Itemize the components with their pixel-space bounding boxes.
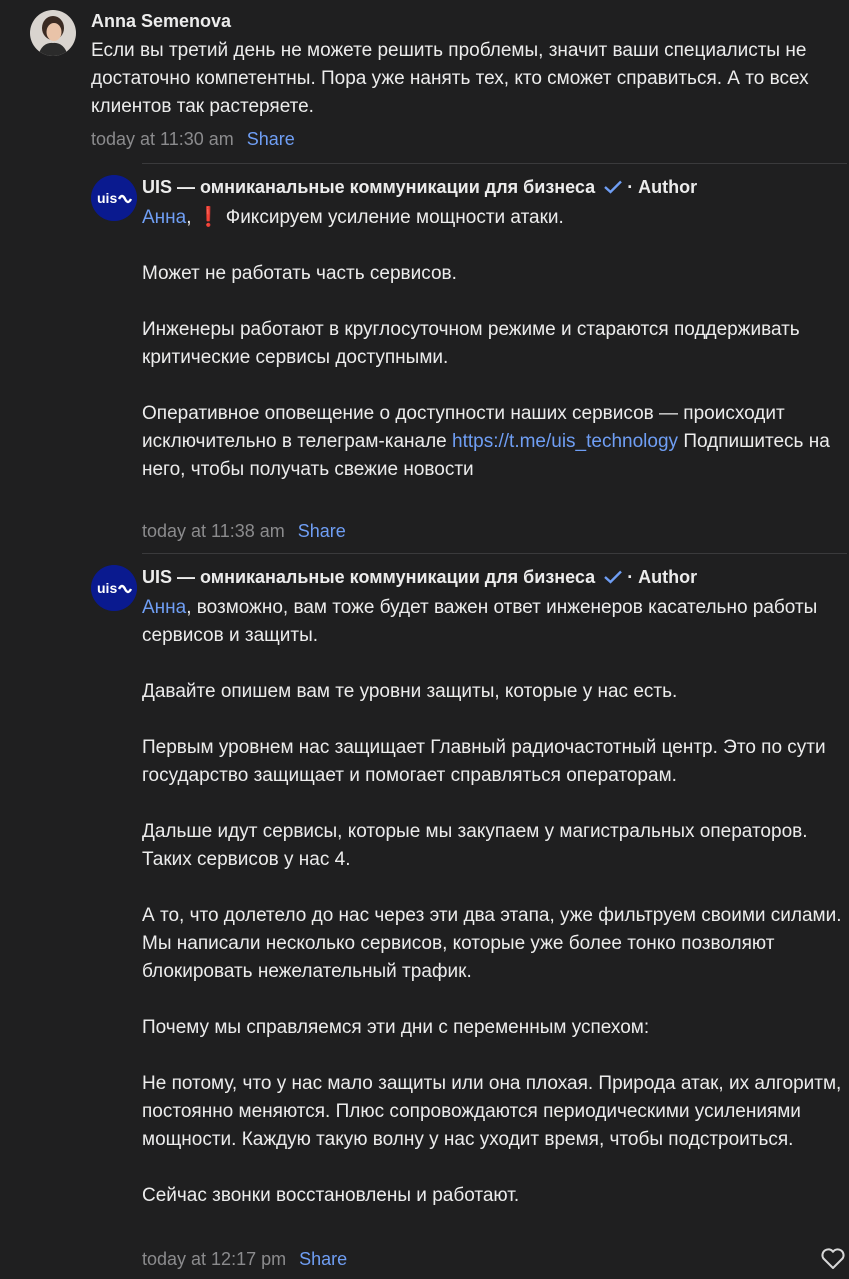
paragraph: Подпишитесь на него, чтобы получать свежие новости	[142, 431, 830, 480]
mention-link[interactable]: Анна	[142, 597, 187, 618]
author-tag: · Author	[627, 177, 698, 197]
divider	[142, 163, 847, 164]
paragraph: Сейчас звонки восстановлены и работают.	[142, 1185, 520, 1206]
paragraph: Дальше идут сервисы, которые мы закупаем у магистральных операторов. Таких сервисов у нас 4.	[142, 821, 808, 870]
logo-text: uis	[97, 190, 118, 206]
comment-text: Анна, ❗ Фиксируем усиление мощности атаки. Может не работать часть сервисов. Инженеры работают в круглосуточном режиме и стараются поддерживать критические сервисы доступными. Оперативное оповещение о доступности наших сервисов — происходит исключительно в телеграм-канале https://t.me/uis_technology Подпишитесь на него, чтобы получать свежие новости	[142, 204, 842, 484]
verified-check-icon	[604, 570, 622, 584]
share-button[interactable]: Share	[297, 521, 346, 541]
author-name[interactable]: UIS — омниканальные коммуникации для бизнеса	[142, 177, 596, 197]
uis-logo-avatar[interactable]	[91, 175, 137, 221]
paragraph: Первым уровнем нас защищает Главный радиочастотный центр. Это по сути государство защищает и помогает справляться операторам.	[142, 737, 826, 786]
text-line: , возможно, вам тоже будет важен ответ инженеров касательно работы сервисов и защиты.	[142, 597, 818, 646]
comment-text: Если вы третий день не можете решить проблемы, значит ваши специалисты не достаточно компетентны. Пора уже нанять тех, кто сможет справиться. А то всех клиентов так растеряете.	[91, 40, 809, 117]
verified-check-icon	[604, 180, 622, 194]
paragraph: Почему мы справляемся эти дни с переменным успехом:	[142, 1017, 650, 1038]
comment-author[interactable]: Anna Semenova	[91, 11, 232, 31]
uis-logo-avatar[interactable]	[91, 565, 137, 611]
paragraph: Давайте опишем вам те уровни защиты, которые у нас есть.	[142, 681, 678, 702]
comment-meta	[142, 521, 346, 542]
paragraph: Может не работать часть сервисов.	[142, 263, 457, 284]
share-button[interactable]: Share	[299, 1249, 348, 1269]
paragraph: Оперативное оповещение о доступности наших сервисов — происходит исключительно в телеграм-канале	[142, 403, 785, 452]
comment-author[interactable]	[142, 567, 697, 588]
logo-text: uis	[97, 580, 118, 596]
avatar-anna[interactable]	[30, 10, 76, 56]
share-button[interactable]: Share	[246, 129, 295, 149]
author-name[interactable]: UIS — омниканальные коммуникации для бизнеса	[142, 567, 596, 587]
heart-icon[interactable]	[820, 1247, 846, 1271]
mention-link[interactable]: Анна	[142, 207, 187, 228]
author-tag: · Author	[627, 567, 698, 587]
exclamation-emoji-icon: ❗	[196, 207, 221, 228]
comment-time: today at 11:30 am	[91, 129, 234, 149]
comment-meta	[91, 129, 295, 150]
text-line: Фиксируем усиление мощности атаки.	[225, 207, 564, 228]
divider	[142, 553, 847, 554]
comment-time: today at 11:38 am	[142, 521, 285, 541]
comment-author[interactable]	[142, 177, 697, 198]
comment-meta	[142, 1249, 347, 1270]
paragraph: Не потому, что у нас мало защиты или она плохая. Природа атак, их алгоритм, постоянно меняются. Плюс сопровождаются периодическими усилениями мощности. Каждую такую волну у нас уходит время, чтобы подстроиться.	[142, 1073, 842, 1150]
comment-time: today at 12:17 pm	[142, 1249, 287, 1269]
paragraph: А то, что долетело до нас через эти два этапа, уже фильтруем своими силами. Мы написали несколько сервисов, которые уже более тонко позволяют блокировать нежелательный трафик.	[142, 905, 842, 982]
comment-text	[142, 594, 842, 1210]
paragraph: Инженеры работают в круглосуточном режиме и стараются поддерживать критические сервисы доступными.	[142, 319, 800, 368]
telegram-link[interactable]: https://t.me/uis_technology	[452, 431, 679, 452]
